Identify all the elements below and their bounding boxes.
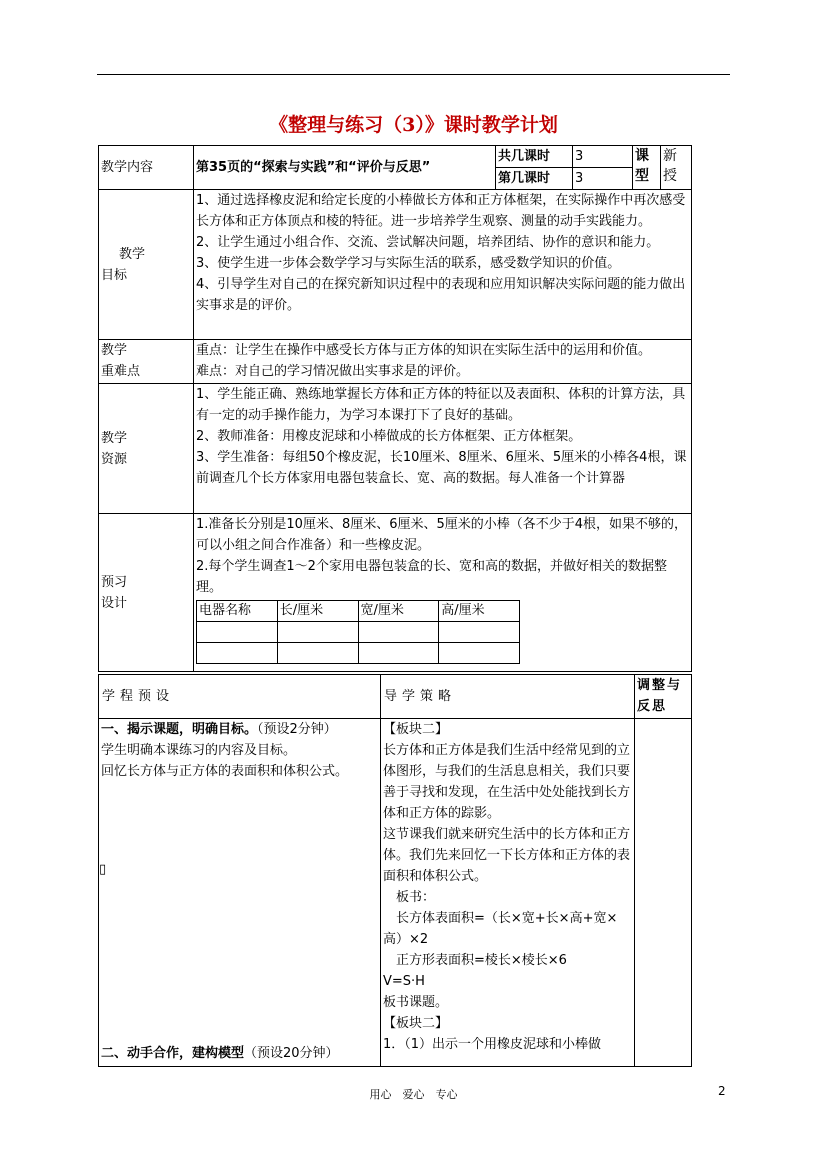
strategy-line: 【板块二】: [383, 1016, 449, 1031]
survey-cell: [197, 643, 278, 664]
resource-item: 3、学生准备：每组50个橡皮泥，长10厘米、8厘米、6厘米、5厘米的小棒各4根，课前调查几个长方体家用电器包装盒长、宽、高的数据。每人准备一个计算器: [196, 450, 687, 486]
resources-label-a: 教学: [101, 430, 128, 446]
resource-item: 1、学生能正确、熟练地掌握长方体和正方体的特征以及表面积、体积的计算方法，具有一定的动手操作能力，为学习本课打下了良好的基础。: [196, 387, 686, 423]
goals-label-a: 教学: [119, 246, 146, 262]
strategy-line: 这节课我们就来研究生活中的长方体和正方体。我们先来回忆一下长方体和正方体的表面积和体积公式。: [383, 827, 631, 884]
preview-cell: [194, 514, 692, 672]
resources-label: [99, 384, 194, 514]
plan-col-reflection: 调整与反思: [635, 675, 692, 719]
key-point-item: 难点：对自己的学习情况做出实事求是的评价。: [196, 364, 470, 379]
section-1-title: 一、揭示课题，明确目标。: [101, 722, 258, 737]
plan-strategy-cell: [381, 719, 635, 1067]
preview-label-a: 预习: [101, 574, 128, 590]
strategy-line: 1．（1）出示一个用橡皮泥球和小棒做: [383, 1037, 602, 1052]
content-value: 第35页的“探索与实践”和“评价与反思”: [194, 146, 496, 190]
survey-cell: [439, 622, 520, 643]
total-hours-value: 3: [573, 146, 633, 168]
total-hours-label: 共几课时: [496, 146, 573, 168]
preview-item: 2.每个学生调查1～2个家用电器包装盒的长、宽和高的数据，并做好相关的数据整理。: [196, 559, 667, 595]
strategy-line: 板书课题。: [383, 995, 449, 1010]
strategy-line: V=S·H: [383, 974, 425, 989]
survey-cell: [277, 622, 358, 643]
goals-cell: [194, 190, 692, 340]
survey-header-name: 电器名称: [197, 601, 278, 622]
survey-cell: [277, 643, 358, 664]
which-hour-value: 3: [573, 168, 633, 190]
survey-cell: [358, 643, 439, 664]
lesson-plan-table: [98, 674, 692, 1067]
survey-cell: [358, 622, 439, 643]
resource-item: 2、教师准备：用橡皮泥球和小棒做成的长方体框架、正方体框架。: [196, 429, 582, 444]
resources-label-b: 资源: [101, 451, 128, 467]
survey-header-width: 宽/厘米: [358, 601, 439, 622]
appliance-survey-table: [196, 600, 520, 664]
strategy-line: 长方体表面积=（长×宽+长×高+宽×高）×2: [383, 911, 618, 947]
which-hour-label: 第几课时: [496, 168, 573, 190]
goals-label-b: 目标: [101, 267, 128, 283]
section-2-title: 二、动手合作，建构模型: [101, 1046, 245, 1061]
section-1-line: 回忆长方体与正方体的表面积和体积公式。: [101, 764, 349, 779]
lesson-type-value: 新授: [661, 146, 692, 190]
page-footer: 用心 爱心 专心: [369, 1088, 458, 1101]
key-points-cell: [194, 340, 692, 384]
goal-item: 3、使学生进一步体会数学学习与实际生活的联系，感受数学知识的价值。: [196, 256, 621, 271]
section-2-heading: [101, 1043, 339, 1064]
plan-process-cell: [99, 719, 381, 1067]
resources-cell: [194, 384, 692, 514]
strategy-line: 【板块二】: [383, 722, 449, 737]
key-points-label: [99, 340, 194, 384]
page-title: 《整理与练习（3）》课时教学计划: [269, 114, 558, 136]
goal-item: 1、通过选择橡皮泥和给定长度的小棒做长方体和正方体框架，在实际操作中再次感受长方体和正方体顶点和棱的特征。进一步培养学生观察、测量的动手实践能力。: [196, 193, 686, 229]
placeholder-marker: ▯: [99, 862, 107, 877]
survey-header-height: 高/厘米: [439, 601, 520, 622]
section-1-time: （预设2分钟）: [257, 722, 337, 737]
plan-col-process: 学程预设: [99, 675, 381, 719]
survey-cell: [439, 643, 520, 664]
section-1-heading: [101, 719, 378, 740]
preview-label: [99, 514, 194, 672]
lesson-info-table: [98, 145, 692, 672]
content-label: 教学内容: [99, 146, 194, 190]
strategy-line: 正方形表面积=棱长×棱长×6: [383, 953, 567, 968]
section-2-time: （预设20分钟）: [244, 1046, 339, 1061]
plan-reflection-cell: [635, 719, 692, 1067]
header-rule: [97, 74, 730, 75]
survey-header-length: 长/厘米: [277, 601, 358, 622]
lesson-type-label: 课型: [633, 146, 661, 190]
goal-item: 2、让学生通过小组合作、交流、尝试解决问题，培养团结、协作的意识和能力。: [196, 235, 660, 250]
section-1-line: 学生明确本课练习的内容及目标。: [101, 743, 297, 758]
survey-cell: [197, 622, 278, 643]
goals-label: [99, 190, 194, 340]
page-number: 2: [718, 1084, 726, 1098]
plan-col-strategy: 导学策略: [381, 675, 635, 719]
key-points-label-a: 教学: [101, 343, 128, 358]
strategy-line: 板书：: [383, 890, 436, 905]
preview-item: 1.准备长分别是10厘米、8厘米、6厘米、5厘米的小棒（各不少于4根，如果不够的，可以小组之间合作准备）和一些橡皮泥。: [196, 517, 688, 553]
goal-item: 4、引导学生对自己的在探究新知识过程中的表现和应用知识解决实际问题的能力做出实事求是的评价。: [196, 277, 686, 313]
preview-label-b: 设计: [101, 595, 128, 611]
key-point-item: 重点：让学生在操作中感受长方体与正方体的知识在实际生活中的运用和价值。: [196, 343, 652, 358]
key-points-label-b: 重难点: [101, 364, 141, 379]
strategy-line: 长方体和正方体是我们生活中经常见到的立体图形，与我们的生活息息相关，我们只要善于寻找和发现，在生活中处处能找到长方体和正方体的踪影。: [383, 743, 631, 821]
